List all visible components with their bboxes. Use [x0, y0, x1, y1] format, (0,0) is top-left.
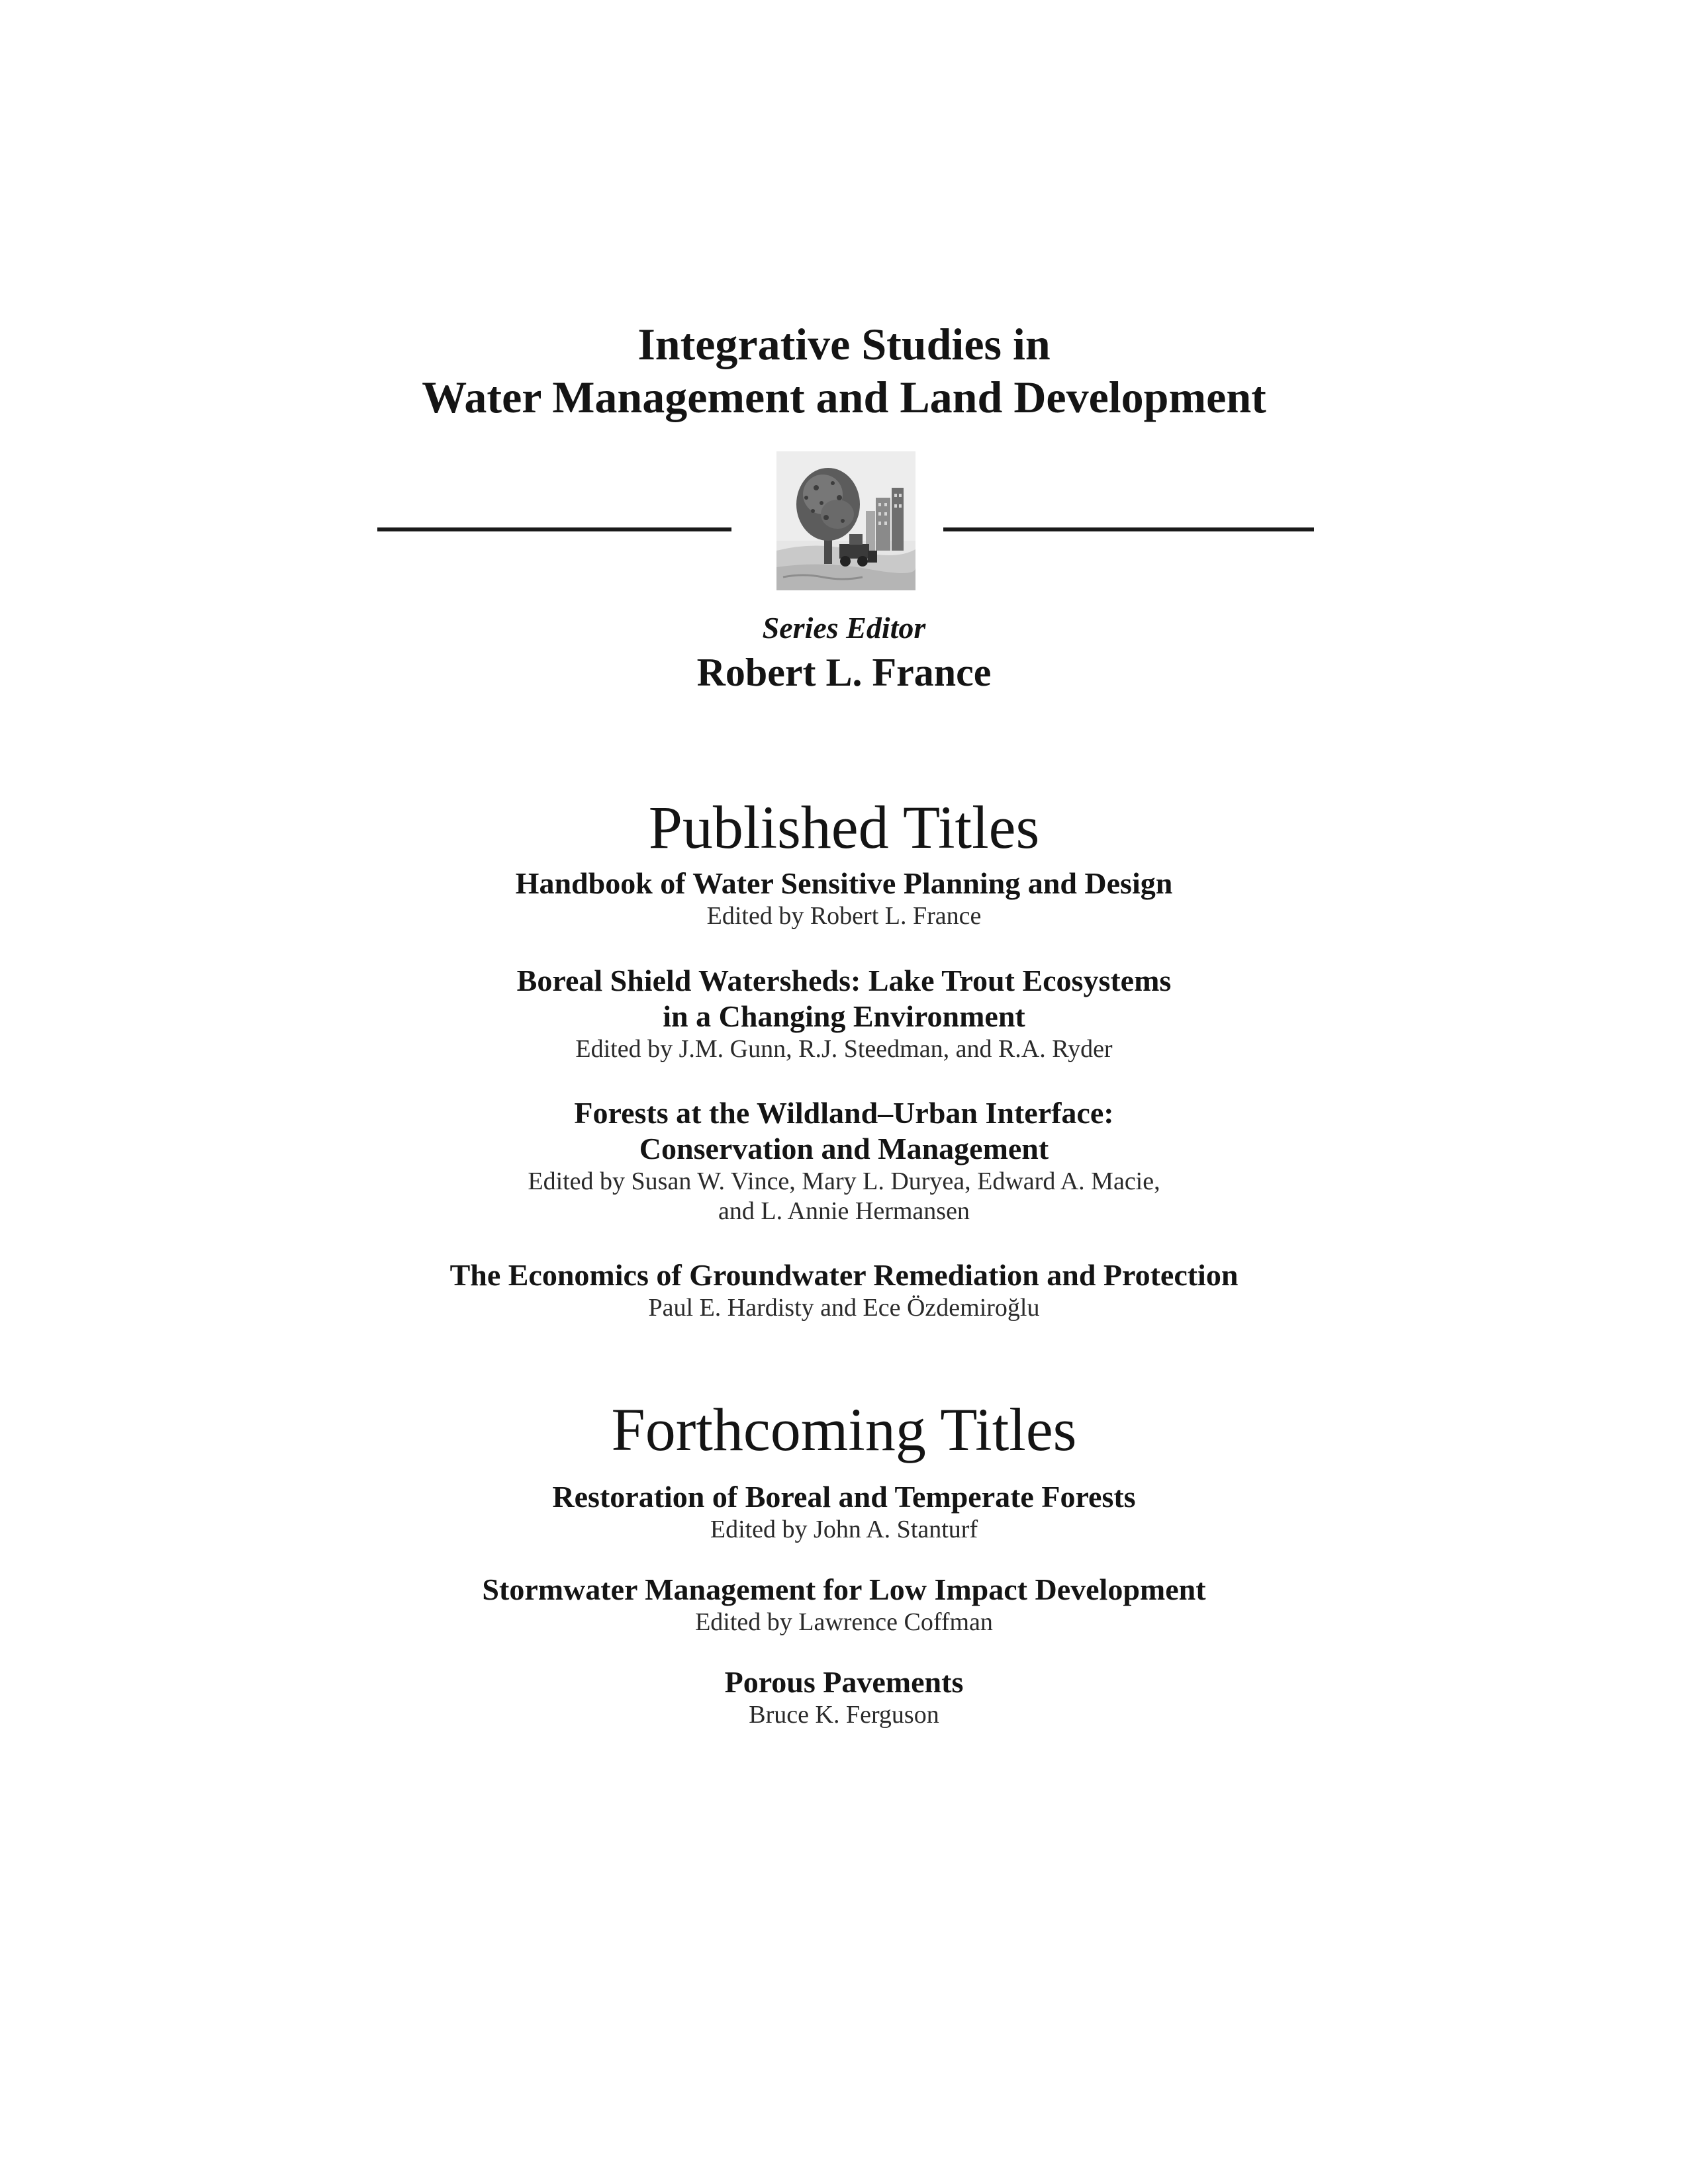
- book-title: Handbook of Water Sensitive Planning and Design: [515, 866, 1173, 900]
- book-credit: Paul E. Hardisty and Ece Özdemiroğlu: [648, 1294, 1040, 1322]
- forthcoming-titles-heading: Forthcoming Titles: [611, 1396, 1077, 1463]
- book-entry: [0, 1095, 1688, 1226]
- book-title-continued: Conservation and Management: [639, 1132, 1049, 1165]
- book-credit-continued: and L. Annie Hermansen: [718, 1197, 970, 1225]
- right-divider-rule: [943, 527, 1314, 531]
- book-entry: [0, 1479, 1688, 1545]
- book-title: Restoration of Boreal and Temperate Forests: [552, 1480, 1136, 1514]
- book-credit: Bruce K. Ferguson: [749, 1701, 939, 1729]
- book-entry: [0, 1572, 1688, 1637]
- series-editor-label: Series Editor: [762, 611, 926, 645]
- series-editor-name: Robert L. France: [696, 651, 992, 694]
- book-title: The Economics of Groundwater Remediation and Protection: [449, 1258, 1239, 1292]
- book-credit: Edited by Robert L. France: [706, 902, 982, 930]
- series-title: [0, 318, 1688, 424]
- book-credit: Edited by Susan W. Vince, Mary L. Duryea, Edward A. Macie,: [528, 1167, 1160, 1195]
- tree-and-city-emblem-icon: [776, 451, 915, 590]
- book-title: Stormwater Management for Low Impact Development: [482, 1572, 1206, 1606]
- series-title-line-2: Water Management and Land Development: [422, 372, 1266, 422]
- left-divider-rule: [377, 527, 731, 531]
- book-title: Boreal Shield Watersheds: Lake Trout Ecosystems: [516, 964, 1172, 997]
- book-credit: Edited by John A. Stanturf: [710, 1516, 978, 1543]
- book-credit: Edited by Lawrence Coffman: [695, 1608, 993, 1636]
- published-titles-heading: Published Titles: [648, 794, 1040, 861]
- book-credit: Edited by J.M. Gunn, R.J. Steedman, and R.A. Ryder: [575, 1035, 1113, 1063]
- book-entry: [0, 866, 1688, 931]
- book-title-continued: in a Changing Environment: [663, 999, 1025, 1033]
- book-title: Porous Pavements: [724, 1665, 964, 1699]
- book-entry: [0, 1664, 1688, 1730]
- series-title-line-1: Integrative Studies in: [637, 319, 1051, 369]
- book-entry: [0, 963, 1688, 1064]
- book-title: Forests at the Wildland–Urban Interface:: [574, 1096, 1114, 1130]
- book-entry: [0, 1257, 1688, 1323]
